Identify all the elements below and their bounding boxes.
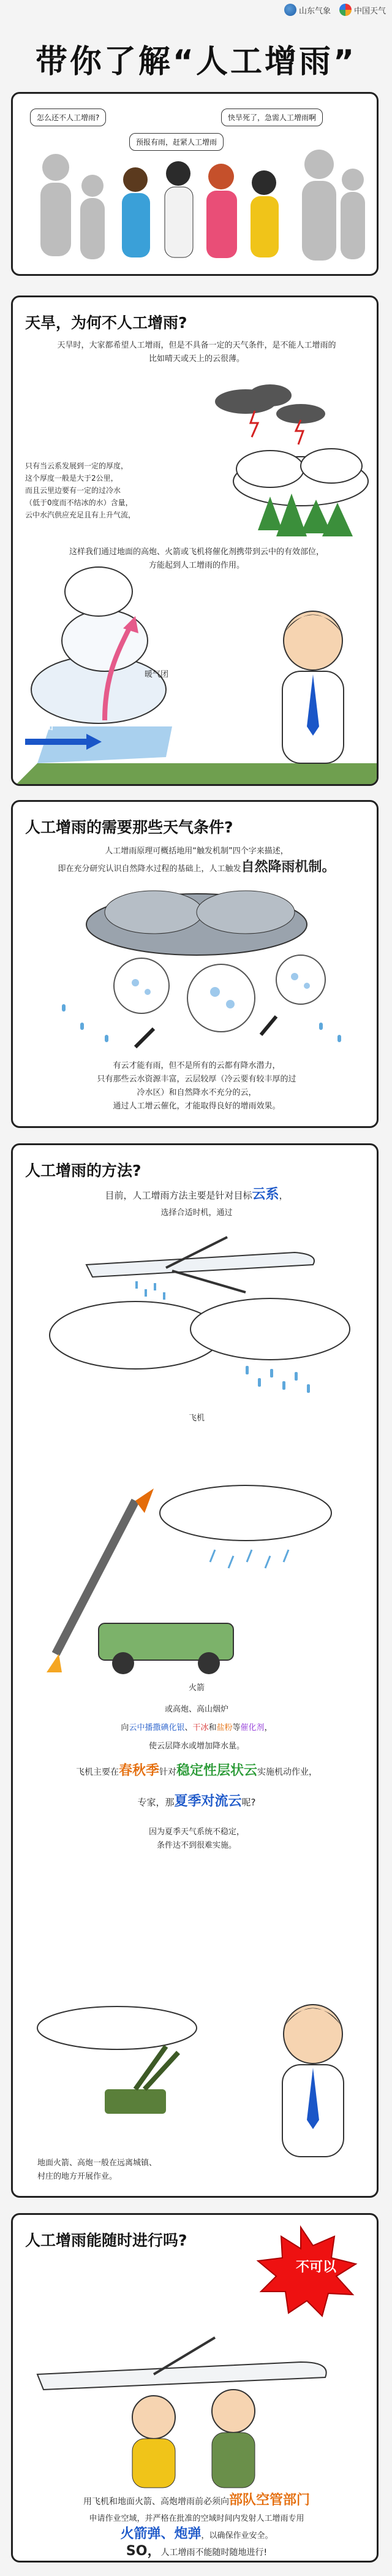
- plane-d: 稳定性层状云: [176, 1763, 258, 1778]
- section2-para3-line4: 通过人工增云催化，才能取得良好的增雨效果。: [113, 1102, 281, 1111]
- logo-right-label: 中国天气: [353, 6, 386, 16]
- seed-f: 和: [208, 1723, 217, 1732]
- section4-line2: 申请作业空域，并严格在批准的空域时间内发射人工增雨专用: [89, 2514, 304, 2523]
- seed-h: 等: [232, 1723, 241, 1732]
- section1-para3-line1: 这样我们通过地面的高炮、火箭或飞机将催化剂携带到云中的有效部位，: [69, 547, 324, 557]
- section1-para2-line1: 只有当云系发展到一定的厚度，: [25, 462, 129, 470]
- line-reason: [25, 1826, 368, 1853]
- section4-line1: [19, 2494, 374, 2509]
- line-expert: [25, 1795, 368, 1809]
- expert-a: 专家，那: [137, 1797, 175, 1808]
- section-methods: [11, 1143, 379, 2198]
- label-warm-air: 暖气团: [145, 670, 169, 679]
- china-weather-logo-icon: [339, 4, 352, 16]
- section4-title: 人工增雨能随时进行吗?: [25, 2231, 187, 2249]
- section1-para2-line5: 云中水汽供应充足且有上升气流，: [25, 511, 136, 519]
- section4-line3: [19, 2528, 374, 2543]
- line-seed: [25, 1721, 368, 1735]
- section3-title: 人工增雨的方法?: [25, 1162, 141, 1179]
- section1-para2: [25, 460, 148, 521]
- section4-line4-prefix: SO，: [126, 2544, 161, 2559]
- expert-c: 呢?: [241, 1797, 256, 1808]
- section1-para1-line2: 比如晴天或天上的云很薄。: [148, 354, 244, 364]
- section1-title: 天旱，为何不人工增雨?: [25, 314, 187, 332]
- section1-para1-line1: 天旱时，大家都希望人工增雨，但是不具备一定的天气条件，是不能人工增雨的: [57, 341, 336, 350]
- speech-bubble-3: 快旱死了，急需人工增雨啊: [221, 109, 323, 126]
- section-anytime: [11, 2213, 379, 2563]
- section2-para3-line1: 有云才能有雨，但不是所有的云都有降水潜力，: [113, 1061, 281, 1070]
- section2-para3-line3: 冷水区）和自然降水不充分的云，: [137, 1088, 257, 1097]
- label-rocket: 火箭: [188, 1683, 205, 1693]
- section2-para3: [25, 1059, 368, 1113]
- seed-a: 向: [121, 1723, 129, 1732]
- header-logos: [284, 4, 386, 16]
- section4-line3-highlight: 火箭弹、炮弹: [120, 2526, 202, 2542]
- label-plane: 飞机: [188, 1414, 205, 1423]
- section3-para2: 选择合适时机，通过: [160, 1208, 233, 1218]
- section-conditions: [11, 800, 379, 1128]
- section2-para2-prefix: 即在充分研究认识自然降水过程的基础上，人工触发: [58, 864, 241, 874]
- seed-i: 催化剂: [240, 1723, 265, 1732]
- section4-line1-prefix: 用飞机和地面火箭、高炮增雨前必须向: [83, 2497, 229, 2507]
- section4-line4-suffix: 人工增雨不能随时随地进行!: [160, 2548, 268, 2558]
- line-ground: [37, 2157, 246, 2184]
- section1-para3-line2: 方能起到人工增雨的作用。: [148, 561, 244, 570]
- plane-c: 针对: [159, 1767, 176, 1777]
- plane-e: 实施机动作业，: [257, 1767, 318, 1777]
- section3-para1-suffix: ，: [279, 1190, 288, 1201]
- section1-para2-line2: 这个厚度一般是大于2公里，: [25, 474, 118, 482]
- ground-line1: 地面火箭、高炮一般在远离城镇、: [37, 2159, 157, 2168]
- line-seed2: 使云层降水或增加降水量。: [148, 1742, 244, 1751]
- section4-line1-highlight: 部队空管部门: [228, 2493, 310, 2508]
- seed-d: 、: [184, 1723, 193, 1732]
- seed-c: 碘化银: [160, 1723, 185, 1732]
- logo-left-label: 山东气象: [298, 6, 331, 16]
- page-title: 带你了解“人工增雨”: [35, 44, 357, 80]
- section1-para2-line4: （低于0度而不结冰的水）含量，: [25, 498, 133, 507]
- expert-b: 夏季对流云: [174, 1794, 242, 1809]
- section1-para3: [25, 546, 368, 573]
- line-or: 或高炮、高山烟炉: [164, 1705, 228, 1714]
- speech-bubble-2: 预报有雨，赶紧人工增雨: [129, 133, 224, 151]
- logo-shandong-weather[interactable]: [284, 4, 331, 16]
- seed-j: ，: [264, 1723, 273, 1732]
- section3-illustration: [13, 1145, 379, 2198]
- section3-para1-prefix: 目前，人工增雨方法主要是针对目标: [105, 1190, 252, 1201]
- section2-title: 人工增雨的需要那些天气条件?: [25, 818, 233, 836]
- label-cold-air: 冷气团: [28, 722, 53, 732]
- logo-china-weather[interactable]: [339, 4, 386, 16]
- intro-panel: [11, 92, 379, 276]
- line-plane: [25, 1764, 368, 1779]
- section2-para2-highlight: 自然降雨机制。: [241, 859, 336, 875]
- section4-line4: [19, 2545, 374, 2559]
- plane-a: 飞机主要在: [75, 1767, 119, 1777]
- shandong-weather-logo-icon: [284, 4, 296, 16]
- section4-line3-suffix: ，以确保作业安全。: [201, 2531, 273, 2540]
- reason-line2: 条件达不到很难实施。: [156, 1841, 236, 1850]
- stamp-no: 不可以: [295, 2260, 336, 2275]
- speech-bubble-1: 怎么还不人工增雨?: [30, 109, 106, 126]
- section2-para3-line2: 只有那些云水资源丰富，云层较厚（冷云要有较丰厚的过: [97, 1075, 296, 1084]
- ground-line2: 村庄的地方开展作业。: [37, 2172, 118, 2181]
- section-drought: [11, 295, 379, 786]
- seed-e: 干冰: [192, 1723, 209, 1732]
- reason-line1: 因为夏季天气系统不稳定，: [148, 1827, 244, 1837]
- section3-para1-highlight: 云系: [252, 1187, 279, 1202]
- plane-b: 春秋季: [118, 1763, 159, 1778]
- section1-illustration: [13, 297, 379, 786]
- section2-para1: 人工增雨原理可概括地用“触发机制”四个字来描述，: [105, 847, 288, 856]
- seed-g: 盐粉: [216, 1723, 233, 1732]
- seed-b: 云中播撒: [129, 1723, 161, 1732]
- section1-para2-line3: 而且云里边要有一定的过冷水: [25, 486, 121, 495]
